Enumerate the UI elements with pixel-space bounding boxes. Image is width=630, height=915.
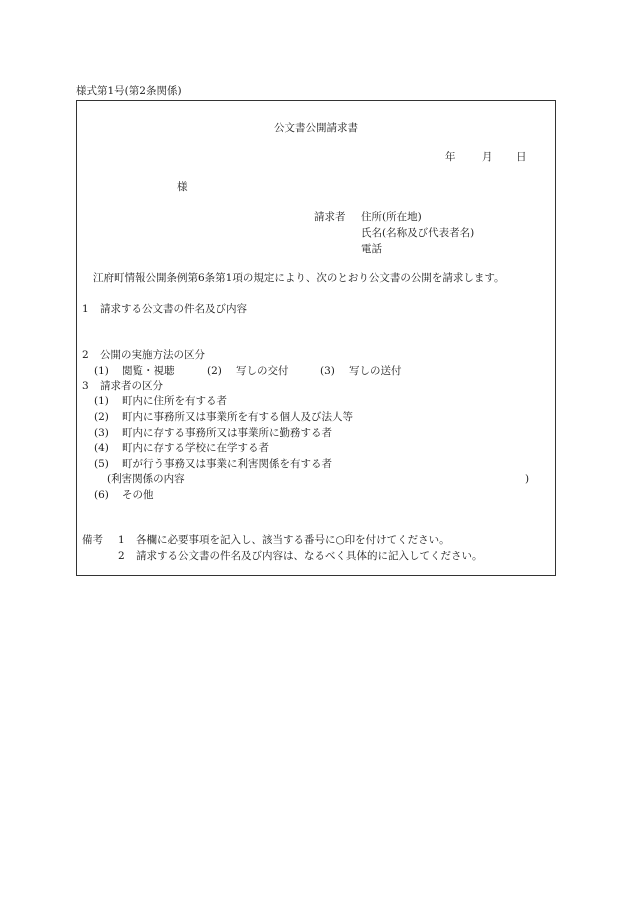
- requester-label: 請求者: [314, 211, 346, 223]
- section3-item-1-label: 町内に住所を有する者: [122, 395, 227, 407]
- note-1-num: 1: [118, 534, 125, 546]
- section2-number: 2: [82, 349, 89, 361]
- note-2-num: 2: [118, 550, 125, 562]
- intro-statement: 江府町情報公開条例第6条第1項の規定により、次のとおり公文書の公開を請求します。: [93, 272, 505, 284]
- requester-phone-label: 電話: [361, 243, 382, 255]
- section1-title: 請求する公文書の件名及び内容: [100, 303, 247, 315]
- requester-address-label: 住所(所在地): [361, 211, 422, 223]
- requester-name-label: 氏名(名称及び代表者名): [361, 227, 475, 239]
- form-number-label: 様式第1号(第2条関係): [76, 85, 182, 97]
- section3-number: 3: [82, 380, 89, 392]
- section3-item-3-num: (3): [94, 427, 109, 439]
- section3-item-5-label: 町が行う事務又は事業に利害関係を有する者: [122, 458, 332, 470]
- section3-item-6-num: (6): [94, 489, 109, 501]
- interest-detail-open: (利害関係の内容: [107, 473, 185, 485]
- request-form: [76, 100, 556, 576]
- section3-item-1-num: (1): [94, 395, 109, 407]
- date-month-label: 月: [482, 151, 493, 163]
- section3-item-4-label: 町内に存する学校に在学する者: [122, 442, 269, 454]
- section2-title: 公開の実施方法の区分: [100, 349, 205, 361]
- note-2-text: 請求する公文書の件名及び内容は、なるべく具体的に記入してください。: [136, 550, 483, 562]
- section2-option-3-num: (3): [320, 365, 335, 377]
- interest-detail-close: ): [525, 473, 530, 485]
- section3-item-4-num: (4): [94, 442, 109, 454]
- date-year-label: 年: [445, 151, 456, 163]
- section3-item-3-label: 町内に存する事務所又は事業所に勤務する者: [122, 427, 332, 439]
- note-1-text: 各欄に必要事項を記入し、該当する番号に○印を付けてください。: [136, 534, 450, 546]
- notes-label: 備考: [82, 534, 103, 546]
- section2-option-1-num: (1): [94, 365, 109, 377]
- section1-number: 1: [82, 303, 89, 315]
- section2-option-3-label: 写しの送付: [349, 365, 402, 377]
- section2-option-1-label: 閲覧・視聴: [122, 365, 175, 377]
- section2-option-2-label: 写しの交付: [236, 365, 289, 377]
- section3-item-6-label: その他: [122, 489, 154, 501]
- section3-item-5-num: (5): [94, 458, 109, 470]
- section2-option-2-num: (2): [207, 365, 222, 377]
- addressee-suffix: 様: [177, 181, 188, 193]
- section3-title: 請求者の区分: [100, 380, 163, 392]
- section3-item-2-label: 町内に事務所又は事業所を有する個人及び法人等: [122, 411, 353, 423]
- date-day-label: 日: [516, 151, 527, 163]
- form-title: 公文書公開請求書: [274, 122, 358, 134]
- section3-item-2-num: (2): [94, 411, 109, 423]
